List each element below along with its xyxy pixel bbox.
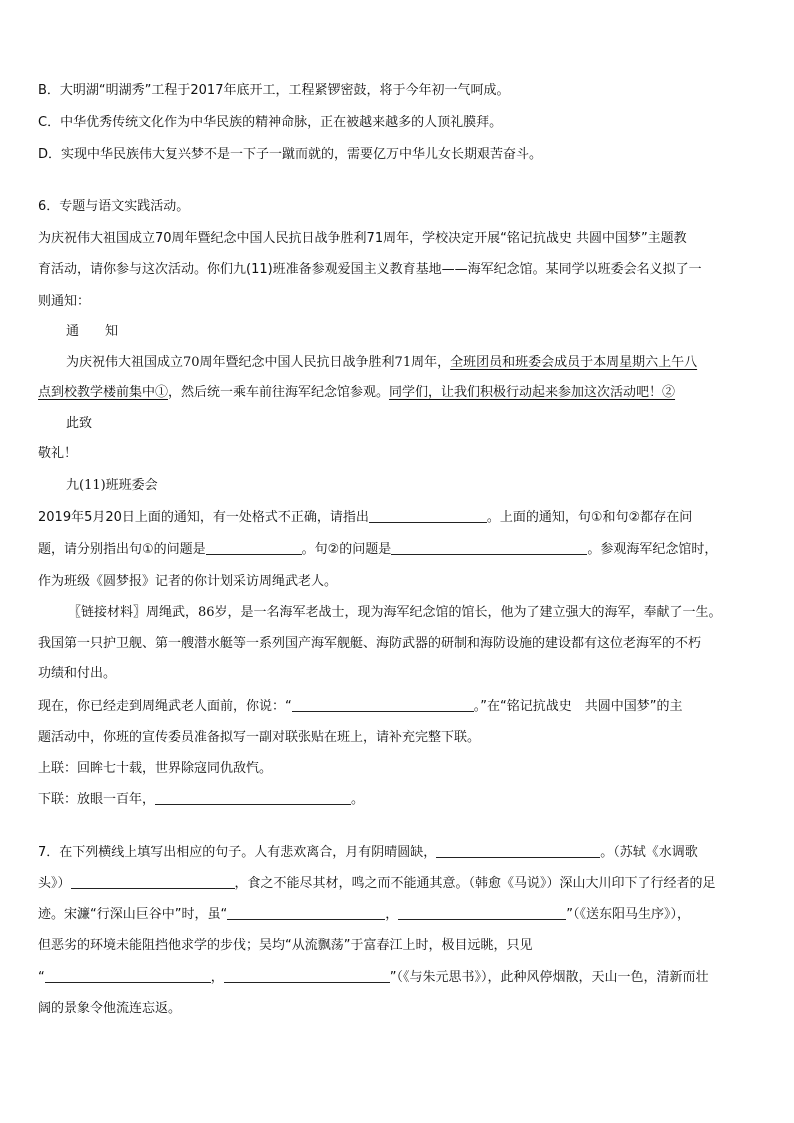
- answer-blank-format[interactable]: [369, 508, 487, 523]
- q6-question-text-3: 题，请分别指出句①的问题是: [38, 542, 206, 557]
- q5-option-d: D．实现中华民族伟大复兴梦不是一下子一蹴而就的，需要亿万中华儿女长期艰苦奋斗。: [38, 147, 543, 162]
- q6-question-line-3: 作为班级《圆梦报》记者的你计划采访周绳武老人。: [38, 574, 338, 589]
- q6-question-text-2: 。上面的通知，句①和句②都存在问: [486, 510, 693, 525]
- q7-text-3c: ”（《送东阳马生序》），: [566, 907, 690, 922]
- answer-blank-q7-1[interactable]: [436, 843, 600, 858]
- couplet-upper: 上联：回眸七十载，世界除寇同仇敌忾。: [38, 761, 273, 776]
- q7-line-5: [38, 968, 758, 988]
- q6-intro-line-2: 育活动，请你参与这次活动。你们九(11)班准备参观爱国主义教育基地——海军纪念馆。某同学以班委会名义拟了一: [38, 262, 702, 277]
- q6-interview-text: 现在，你已经走到周绳武老人面前，你说：“: [38, 699, 292, 714]
- notice-jingli: 敬礼！: [38, 446, 78, 461]
- notice-signer: 九(11)班班委会: [66, 478, 158, 493]
- answer-blank-q7-3[interactable]: [227, 905, 385, 920]
- q6-interview-text-2: 。”在“铭记抗战史 共圆中国梦”的主: [473, 699, 683, 714]
- link-material-line-2: 我国第一只护卫舰、第一艘潜水艇等一系列国产海军舰艇、海防武器的研制和海防设施的建设都有这位老海军的不朽: [38, 636, 702, 651]
- answer-blank-interview[interactable]: [292, 697, 474, 712]
- q7-line-6: 阔的景象令他流连忘返。: [38, 1001, 182, 1016]
- answer-blank-q7-5[interactable]: [45, 968, 211, 983]
- notice-body-line-1: [66, 353, 786, 373]
- link-material-line-1: 〖链接材料〗周绳武，86岁，是一名海军老战士，现为海军纪念馆的馆长，他为了建立强大的海军，奉献了一生。: [68, 605, 722, 620]
- couplet-lower-text: 下联：放眼一百年，: [38, 792, 156, 807]
- notice-sentence-2-underlined: 同学们，让我们积极行动起来参加这次活动吧！②: [389, 385, 676, 400]
- answer-blank-q7-4[interactable]: [398, 905, 566, 920]
- q5-option-c: C．中华优秀传统文化作为中华民族的精神命脉，正在被越来越多的人顶礼膜拜。: [38, 115, 503, 130]
- q6-heading: 6．专题与语文实践活动。: [38, 199, 190, 214]
- q7-line-4: 但恶劣的环境未能阻挡他求学的步伐；吴均“从流飘荡”于富春江上时，极目远眺，只见: [38, 938, 533, 953]
- q6-question-text-4: 。句②的问题是: [301, 542, 392, 557]
- q7-text-3a: 迹。宋濂“行深山巨谷中”时，虽“: [38, 907, 228, 922]
- q7-text-5a: “: [38, 970, 45, 985]
- q7-text-1a: 7．在下列横线上填写出相应的句子。人有悲欢离合，月有阴晴圆缺，: [38, 845, 437, 860]
- notice-body-line-2: [38, 383, 758, 403]
- q6-question-text: 2019年5月20日上面的通知，有一处格式不正确，请指出: [38, 510, 369, 525]
- notice-sentence-1-underlined-cont: 点到校教学楼前集中①: [38, 385, 169, 400]
- q6-question-text-5: 。参观海军纪念馆时，: [587, 542, 718, 557]
- q7-text-2b: ，食之不能尽其材，鸣之而不能通其意。（韩愈《马说》）深山大川印下了行经者的足: [234, 876, 716, 891]
- q7-text-1b: 。（苏轼《水调歌: [600, 845, 698, 860]
- answer-blank-sentence-1[interactable]: [206, 540, 302, 555]
- notice-text: 为庆祝伟大祖国成立70周年暨纪念中国人民抗日战争胜利71周年，: [66, 355, 451, 370]
- q7-text-3b: ，: [385, 907, 399, 922]
- answer-blank-q7-6[interactable]: [224, 968, 390, 983]
- q7-line-1: [38, 843, 758, 863]
- notice-sentence-1-underlined: 全班团员和班委会成员于本周星期六上午八: [450, 355, 698, 370]
- q7-text-2a: 头》）: [38, 876, 71, 891]
- q6-intro-line-1: 为庆祝伟大祖国成立70周年暨纪念中国人民抗日战争胜利71周年，学校决定开展“铭记抗战史 共圆中国梦”主题教: [38, 231, 687, 246]
- answer-blank-sentence-2[interactable]: [391, 540, 587, 555]
- answer-blank-couplet[interactable]: [155, 790, 351, 805]
- notice-text-2: ，然后统一乘车前往海军纪念馆参观。: [168, 385, 390, 400]
- q7-text-5b: ，: [210, 970, 224, 985]
- q7-line-2: [38, 874, 758, 894]
- q7-line-3: [38, 905, 758, 925]
- answer-blank-q7-2[interactable]: [71, 874, 235, 889]
- q6-intro-line-3: 则通知：: [38, 294, 91, 309]
- q5-option-b: B．大明湖“明湖秀”工程于2017年底开工，工程紧锣密鼓，将于今年初一气呵成。: [38, 83, 510, 98]
- q7-text-5c: ”（《与朱元思书》），此种风停烟散，天山一色，清新而壮: [389, 970, 709, 985]
- couplet-lower: [38, 790, 758, 810]
- notice-cizhi: 此致: [66, 416, 93, 431]
- couplet-lower-end: 。: [351, 792, 365, 807]
- q6-question-line-1: [38, 508, 758, 528]
- q6-couplet-intro: 题活动中，你班的宣传委员准备拟写一副对联张贴在班上，请补充完整下联。: [38, 730, 481, 745]
- link-material-line-3: 功绩和付出。: [38, 666, 117, 681]
- q6-interview-line: [38, 697, 758, 717]
- q6-question-line-2: [38, 540, 758, 560]
- notice-title: 通 知: [66, 324, 119, 339]
